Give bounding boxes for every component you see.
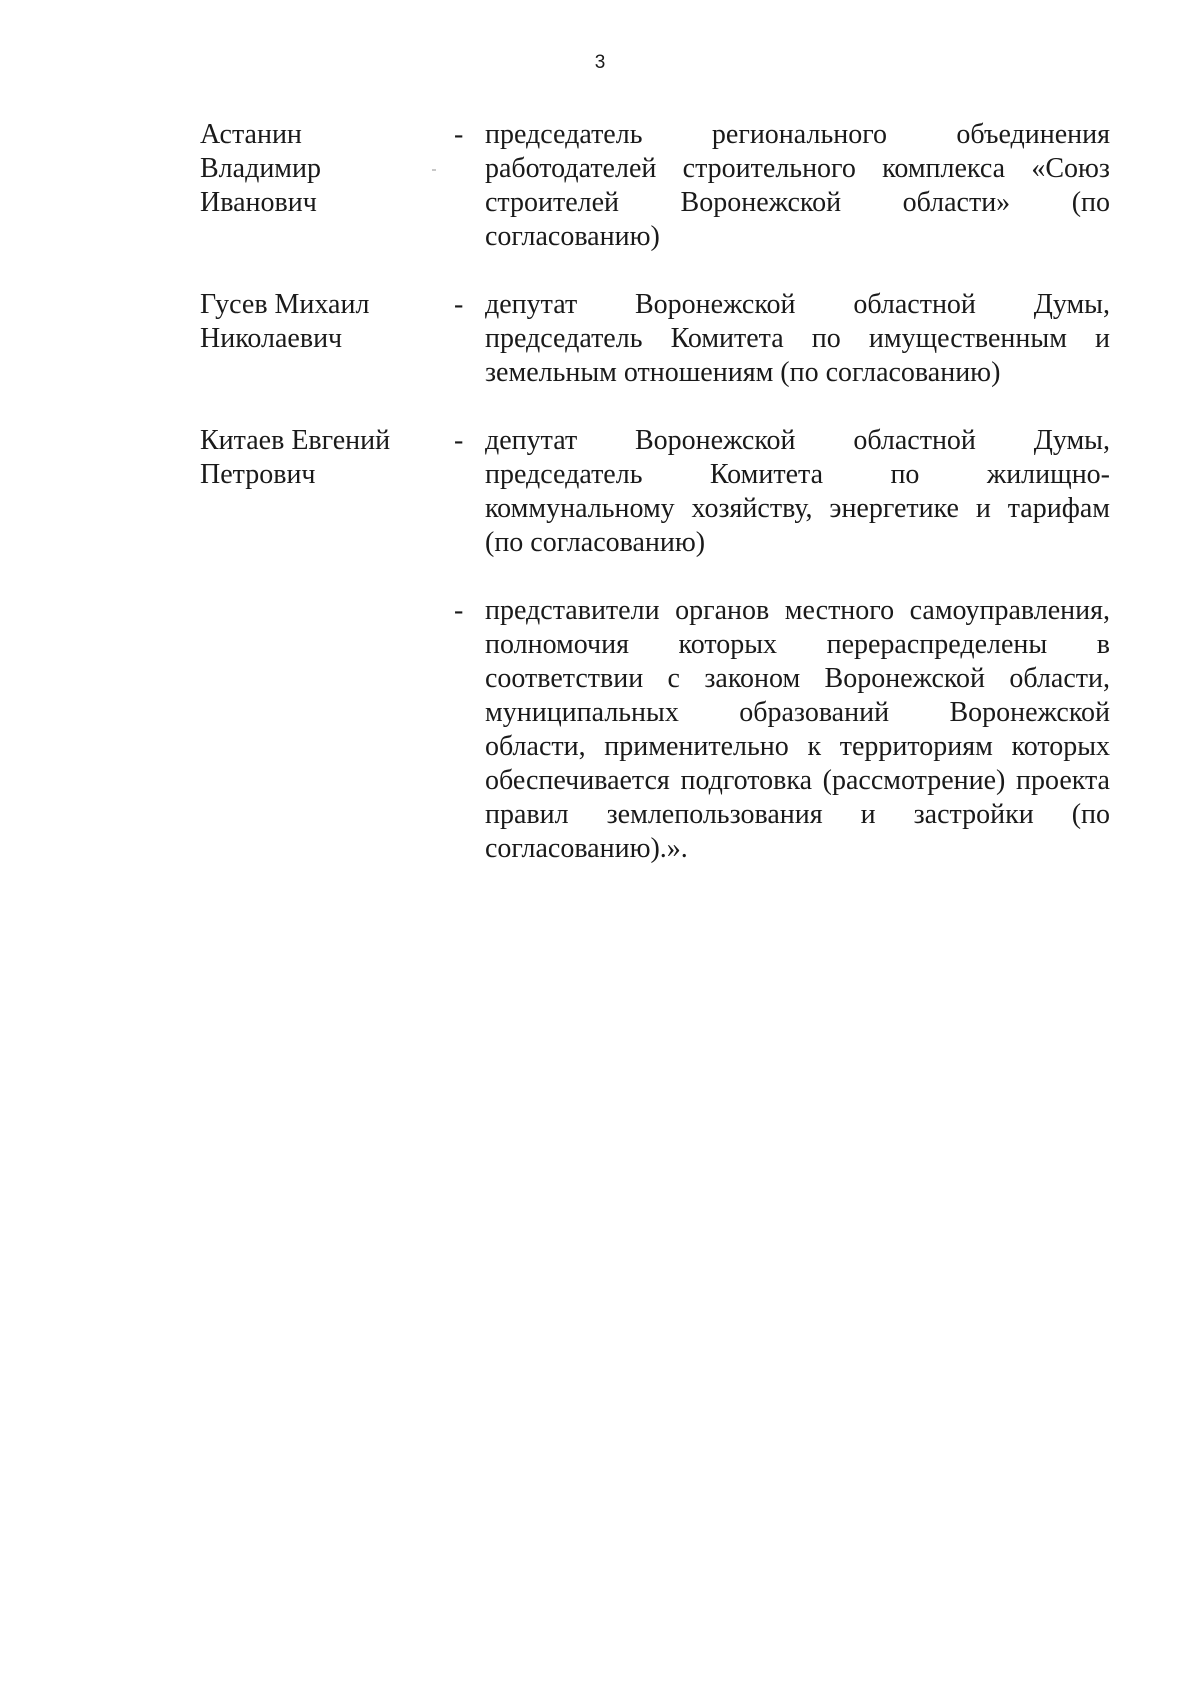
member-entry bbox=[200, 118, 1110, 254]
dash: - bbox=[454, 289, 464, 320]
member-entry bbox=[200, 288, 1110, 390]
member-name bbox=[200, 118, 450, 220]
member-name-line: Гусев Михаил bbox=[200, 289, 370, 320]
member-name bbox=[200, 424, 450, 492]
page-number: 3 bbox=[594, 52, 606, 73]
dash: - bbox=[454, 119, 464, 150]
member-description: депутат Воронежской областной Думы, председатель Комитета по имущественным и земельным отношениям (по согласованию) bbox=[485, 289, 1110, 388]
dash: - bbox=[454, 595, 464, 626]
member-description: депутат Воронежской областной Думы, председатель Комитета по жилищно-коммунальному хозяйству, энергетике и тарифам (по согласованию) bbox=[485, 425, 1110, 558]
member-name-line: Владимир bbox=[200, 153, 322, 184]
dash: - bbox=[454, 425, 464, 456]
member-name-line: Николаевич bbox=[200, 323, 343, 354]
member-name-line: Астанин bbox=[200, 119, 302, 150]
member-entry bbox=[200, 424, 1110, 560]
member-name-line: Китаев Евгений bbox=[200, 425, 391, 456]
member-entry bbox=[200, 594, 1110, 866]
member-description: председатель регионального объединения работодателей строительного комплекса «Союз строителей Воронежской области» (по согласованию) bbox=[485, 119, 1110, 252]
member-list bbox=[200, 118, 1110, 866]
member-description: представители органов местного самоуправления, полномочия которых перераспределены в соответствии с законом Воронежской области, муниципальных образований Воронежской области, применительно к территориям которых обеспечивается подготовка (рассмотрение) проекта правил землепользования и застройки (по согласованию).». bbox=[485, 595, 1110, 864]
member-name-line: Петрович bbox=[200, 459, 316, 490]
member-name bbox=[200, 288, 450, 356]
member-name-line: Иванович bbox=[200, 187, 317, 218]
